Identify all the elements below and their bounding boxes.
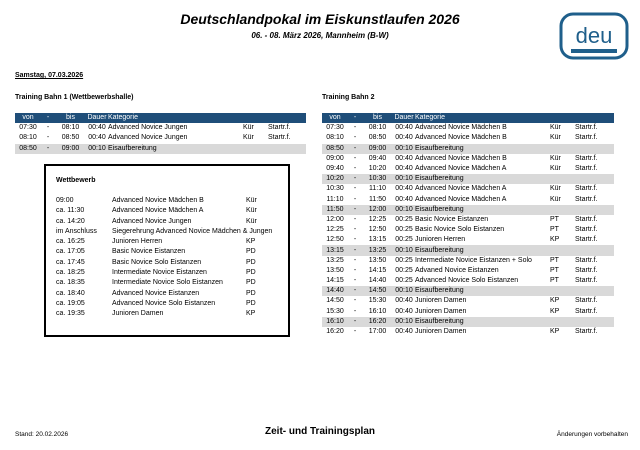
cell-separator: - [353, 266, 357, 274]
cell-time-to: 12:00 [362, 205, 393, 215]
col-von: von [322, 113, 348, 123]
table-row [322, 225, 614, 235]
cell-segment: KP [550, 236, 560, 244]
cell-category: Junioren Damen [415, 297, 467, 305]
cell-segment: PT [550, 226, 559, 234]
day-heading: Samstag, 07.03.2026 [15, 72, 84, 79]
competition-category: Basic Novice Eistanzen [112, 248, 186, 256]
right-section-heading: Training Bahn 2 [322, 94, 375, 101]
cell-time-to: 10:20 [368, 165, 387, 173]
cell-time-from: 08:10 [326, 134, 344, 142]
cell-category: Advanced Novice Mädchen B [415, 124, 507, 132]
competition-segment: PD [246, 258, 256, 266]
cell-time-to: 11:10 [369, 185, 386, 193]
cell-separator: - [353, 165, 357, 173]
table-row [322, 164, 614, 174]
cell-category: Eisaufbereitung [415, 144, 550, 154]
cell-category: Advanced Novice Mädchen A [415, 165, 507, 173]
cell-time-from: 12:25 [326, 226, 344, 234]
cell-time-to: 09:00 [362, 144, 393, 154]
cell-duration: 00:40 [395, 165, 413, 173]
page-title: Deutschlandpokal im Eiskunstlaufen 2026 [180, 11, 460, 27]
cell-duration: 00:40 [395, 307, 413, 315]
table-row [322, 215, 614, 225]
table-row [322, 317, 614, 327]
cell-note [575, 174, 614, 184]
competition-category: Siegerehrung Advanced Novice Mädchen & Jungen [112, 227, 273, 235]
competition-segment: PD [246, 279, 256, 287]
cell-time-from: 14:40 [322, 286, 348, 296]
cell-duration: 00:40 [88, 134, 106, 142]
cell-time-from: 08:50 [15, 144, 41, 154]
cell-segment: PT [550, 215, 559, 223]
competition-segment: PD [246, 248, 256, 256]
competition-segment: PD [246, 299, 256, 307]
cell-category: Intermediate Novice Eistanzen + Solo [415, 256, 532, 264]
competition-category: Junioren Herren [112, 238, 163, 246]
cell-time-to: 12:50 [368, 226, 387, 234]
cell-separator: - [353, 215, 357, 223]
table-row [322, 327, 614, 337]
cell-separator: - [353, 307, 357, 315]
cell-time-from: 09:00 [326, 154, 344, 162]
cell-segment: Kür [243, 134, 254, 142]
cell-category: Junioren Herren [415, 236, 466, 244]
cell-category: Advanced Novice Jungen [108, 134, 188, 142]
cell-time-from: 11:50 [322, 205, 348, 215]
competition-time: ca. 17:45 [56, 258, 85, 266]
cell-time-from: 09:40 [326, 165, 344, 173]
table-row [15, 123, 306, 133]
cell-time-to: 09:00 [55, 144, 86, 154]
table-header-row [322, 113, 614, 123]
deu-logo [559, 12, 629, 60]
cell-category: Junioren Damen [415, 307, 467, 315]
cell-duration: 00:25 [395, 215, 413, 223]
cell-note: Startr.f. [575, 226, 598, 234]
cell-separator: - [348, 174, 362, 184]
cell-segment: Kür [550, 154, 561, 162]
cell-note: Startr.f. [575, 215, 598, 223]
cell-note: Startr.f. [575, 165, 598, 173]
cell-separator: - [348, 286, 362, 296]
competition-category: Advanced Novice Eistanzen [112, 289, 200, 297]
cell-time-to: 08:10 [61, 124, 80, 132]
training-table-bahn2 [322, 113, 614, 337]
cell-note: Startr.f. [575, 154, 598, 162]
cell-time-from: 13:15 [322, 245, 348, 255]
cell-duration: 00:25 [395, 256, 413, 264]
competition-title: Wettbewerb [56, 177, 96, 184]
table-row [322, 235, 614, 245]
cell-time-to: 13:15 [368, 236, 387, 244]
competition-category: Advanced Novice Solo Eistanzen [112, 299, 216, 307]
cell-duration: 00:10 [393, 174, 415, 184]
cell-time-from: 07:30 [19, 124, 37, 132]
table-row [322, 276, 614, 286]
cell-time-to: 14:50 [362, 286, 393, 296]
table-row [322, 296, 614, 306]
cell-duration: 00:25 [395, 277, 413, 285]
competition-time: ca. 19:35 [56, 310, 85, 318]
cell-separator: - [353, 328, 357, 336]
cell-segment [550, 205, 575, 215]
cell-category: Eisaufbereitung [108, 144, 243, 154]
col-kategorie: Kategorie [415, 113, 550, 123]
cell-time-from: 10:20 [322, 174, 348, 184]
cell-note [575, 317, 614, 327]
cell-separator: - [348, 205, 362, 215]
competition-category: Intermediate Novice Solo Eistanzen [112, 279, 223, 287]
cell-note [575, 144, 614, 154]
cell-time-from: 12:50 [326, 236, 344, 244]
cell-separator: - [46, 124, 50, 132]
cell-time-to: 16:10 [368, 307, 387, 315]
cell-duration: 00:25 [395, 226, 413, 234]
cell-segment: KP [550, 297, 560, 305]
col-dauer: Dauer [86, 113, 108, 123]
cell-note: Startr.f. [575, 297, 598, 305]
col-von: von [15, 113, 41, 123]
table-row [15, 133, 306, 143]
cell-note [575, 205, 614, 215]
cell-separator: - [348, 144, 362, 154]
cell-time-to: 12:25 [368, 215, 387, 223]
cell-time-from: 13:25 [326, 256, 344, 264]
cell-category: Junioren Damen [415, 328, 467, 336]
cell-separator: - [41, 144, 55, 154]
cell-duration: 00:40 [395, 124, 413, 132]
table-row [15, 144, 306, 154]
cell-category: Advanced Novice Solo Eistanzen [415, 277, 519, 285]
cell-separator: - [348, 317, 362, 327]
competition-time: ca. 18:40 [56, 289, 85, 297]
cell-segment [550, 245, 575, 255]
cell-note: Startr.f. [575, 236, 598, 244]
cell-note: Startr.f. [575, 124, 598, 132]
competition-time: ca. 19:05 [56, 299, 85, 307]
col-bis: bis [362, 113, 393, 123]
cell-category: Eisaufbereitung [415, 317, 550, 327]
cell-duration: 00:10 [393, 245, 415, 255]
cell-note [575, 286, 614, 296]
table-row [322, 307, 614, 317]
cell-duration: 00:10 [393, 286, 415, 296]
competition-segment: PD [246, 269, 256, 277]
competition-category: Basic Novice Solo Eistanzen [112, 258, 202, 266]
col-bis: bis [55, 113, 86, 123]
cell-category: Basic Novice Solo Eistanzen [415, 226, 505, 234]
cell-time-to: 11:50 [369, 195, 386, 203]
cell-separator: - [46, 134, 50, 142]
cell-time-from: 11:10 [326, 195, 344, 203]
competition-segment: PD [246, 289, 256, 297]
cell-time-from: 16:10 [322, 317, 348, 327]
competition-segment: Kür [246, 207, 257, 215]
cell-duration: 00:10 [393, 205, 415, 215]
cell-time-to: 08:50 [368, 134, 387, 142]
cell-time-to: 16:20 [362, 317, 393, 327]
cell-duration: 00:10 [393, 317, 415, 327]
cell-segment [550, 144, 575, 154]
cell-segment: KP [550, 307, 560, 315]
cell-duration: 00:40 [88, 124, 106, 132]
competition-category: Advanced Novice Mädchen A [112, 207, 204, 215]
cell-segment: PT [550, 266, 559, 274]
competition-segment: KP [246, 238, 256, 246]
competition-segment: KP [246, 310, 256, 318]
table-row [322, 133, 614, 143]
cell-time-from: 10:30 [326, 185, 344, 193]
cell-category: Eisaufbereitung [415, 174, 550, 184]
cell-note: Startr.f. [575, 266, 598, 274]
table-row [322, 256, 614, 266]
cell-separator: - [353, 134, 357, 142]
table-row [322, 266, 614, 276]
cell-segment [550, 317, 575, 327]
page-subtitle: 06. - 08. März 2026, Mannheim (B-W) [251, 31, 389, 40]
col-sep: - [348, 113, 362, 123]
competition-time: ca. 18:25 [56, 269, 85, 277]
cell-duration: 00:40 [395, 297, 413, 305]
cell-duration: 00:40 [395, 154, 413, 162]
table-row [322, 205, 614, 215]
cell-category: Eisaufbereitung [415, 245, 550, 255]
table-row [322, 245, 614, 255]
cell-note: Startr.f. [575, 256, 598, 264]
table-header-row [15, 113, 306, 123]
cell-time-to: 14:15 [368, 266, 387, 274]
cell-note: Startr.f. [575, 307, 598, 315]
cell-time-to: 10:30 [362, 174, 393, 184]
cell-category: Advanced Novice Jungen [108, 124, 188, 132]
cell-note: Startr.f. [575, 277, 598, 285]
cell-note: Startr.f. [575, 195, 598, 203]
footer-status: Stand: 20.02.2026 [15, 431, 69, 438]
cell-time-from: 07:30 [326, 124, 344, 132]
cell-time-from: 16:20 [326, 328, 344, 336]
cell-segment: PT [550, 277, 559, 285]
cell-time-from: 14:15 [326, 277, 344, 285]
logo-text: deu [575, 23, 613, 48]
cell-segment: KP [550, 328, 560, 336]
cell-separator: - [353, 226, 357, 234]
competition-time: ca. 16:25 [56, 238, 85, 246]
cell-time-to: 08:50 [61, 134, 80, 142]
cell-separator: - [348, 245, 362, 255]
table-row [322, 195, 614, 205]
competition-time: ca. 17:05 [56, 248, 85, 256]
table-row [322, 154, 614, 164]
competition-box [44, 164, 290, 337]
competition-time: 09:00 [56, 197, 74, 204]
cell-segment [550, 174, 575, 184]
cell-time-from: 12:00 [326, 215, 344, 223]
competition-category: Advanced Novice Jungen [112, 217, 192, 225]
cell-separator: - [353, 195, 357, 203]
cell-time-to: 08:10 [368, 124, 387, 132]
cell-duration: 00:10 [393, 144, 415, 154]
competition-time: im Anschluss [56, 227, 97, 235]
cell-separator: - [353, 277, 357, 285]
cell-category: Advaned Novice Eistanzen [415, 266, 499, 274]
col-sep: - [41, 113, 55, 123]
col-dauer: Dauer [393, 113, 415, 123]
cell-time-to: 17:00 [368, 328, 387, 336]
cell-duration: 00:25 [395, 266, 413, 274]
cell-separator: - [353, 124, 357, 132]
cell-segment: Kür [550, 185, 561, 193]
table-row [322, 174, 614, 184]
cell-duration: 00:40 [395, 185, 413, 193]
footer-note: Änderungen vorbehalten [556, 431, 628, 438]
cell-duration: 00:25 [395, 236, 413, 244]
cell-time-from: 14:50 [326, 297, 344, 305]
table-row [322, 144, 614, 154]
competition-time: ca. 14:20 [56, 217, 85, 225]
cell-segment: Kür [243, 124, 254, 132]
cell-note: Startr.f. [575, 328, 598, 336]
cell-category: Advanced Novice Mädchen A [415, 185, 507, 193]
cell-separator: - [353, 154, 357, 162]
cell-segment: Kür [550, 124, 561, 132]
competition-time: ca. 11:30 [56, 207, 85, 215]
cell-segment [550, 286, 575, 296]
cell-category: Eisaufbereitung [415, 205, 550, 215]
cell-note: Startr.f. [575, 185, 598, 193]
table-row [322, 286, 614, 296]
cell-segment: Kür [550, 134, 561, 142]
cell-time-to: 13:50 [368, 256, 387, 264]
cell-duration: 00:40 [395, 195, 413, 203]
cell-note: Startr.f. [268, 124, 291, 132]
cell-category: Advanced Novice Mädchen B [415, 154, 507, 162]
competition-category: Intermediate Novice Eistanzen [112, 269, 207, 277]
competition-category: Advanced Novice Mädchen B [112, 197, 204, 204]
training-table-bahn1 [15, 113, 306, 154]
cell-separator: - [353, 256, 357, 264]
competition-segment: Kür [246, 217, 257, 225]
competition-category: Junioren Damen [112, 310, 164, 318]
cell-time-from: 13:50 [326, 266, 344, 274]
cell-category: Advanced Novice Mädchen A [415, 195, 507, 203]
cell-time-to: 14:40 [368, 277, 387, 285]
cell-category: Eisaufbereitung [415, 286, 550, 296]
table-row [322, 123, 614, 133]
cell-segment: Kür [550, 165, 561, 173]
cell-note [268, 144, 306, 154]
left-section-heading: Training Bahn 1 (Wettbewerbshalle) [15, 94, 134, 101]
cell-time-to: 09:40 [368, 154, 387, 162]
cell-time-from: 08:50 [322, 144, 348, 154]
cell-category: Basic Novice Eistanzen [415, 215, 489, 223]
cell-separator: - [353, 236, 357, 244]
cell-time-to: 15:30 [368, 297, 387, 305]
cell-note: Startr.f. [268, 134, 291, 142]
cell-segment [243, 144, 268, 154]
cell-segment: PT [550, 256, 559, 264]
cell-duration: 00:10 [86, 144, 108, 154]
cell-time-from: 15:30 [326, 307, 344, 315]
competition-time: ca. 18:35 [56, 279, 85, 287]
cell-duration: 00:40 [395, 328, 413, 336]
competition-segment: Kür [246, 197, 257, 204]
cell-note [575, 245, 614, 255]
cell-duration: 00:40 [395, 134, 413, 142]
cell-time-to: 13:25 [362, 245, 393, 255]
cell-time-from: 08:10 [19, 134, 37, 142]
cell-segment: Kür [550, 195, 561, 203]
cell-separator: - [353, 185, 357, 193]
cell-separator: - [353, 297, 357, 305]
table-row [322, 184, 614, 194]
footer-title: Zeit- und Trainingsplan [265, 426, 375, 437]
cell-note: Startr.f. [575, 134, 598, 142]
cell-category: Advanced Novice Mädchen B [415, 134, 507, 142]
col-kategorie: Kategorie [108, 113, 243, 123]
